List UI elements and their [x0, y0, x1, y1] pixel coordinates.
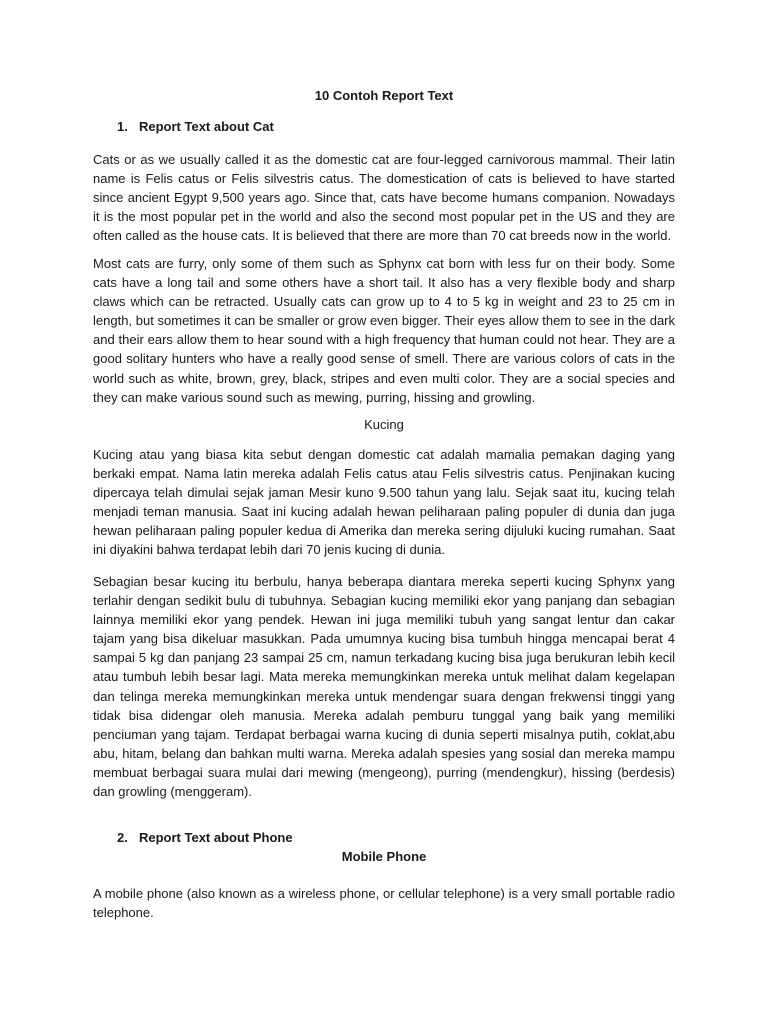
paragraph-cat-id-1: Kucing atau yang biasa kita sebut dengan domestic cat adalah mamalia pemakan daging yang berkaki empat. Nama latin mereka adalah Felis catus atau Felis silvestris catus. Penjinakan kucing dipercaya telah dimulai sejak jaman Mesir kuno 9.500 tahun yang lalu. Sejak saat itu, kucing telah menjadi teman manusia. Saat ini kucing adalah hewan peliharaan paling populer di dunia dan juga hewan peliharaan paling populer kedua di Amerika dan mereka sering dijuluki kucing rumahan. Saat ini diyakini bahwa terdapat lebih dari 70 jenis kucing di dunia. [93, 447, 675, 558]
section-title: Report Text about Cat [139, 119, 274, 134]
section-title: Report Text about Phone [139, 830, 293, 845]
section-number: 1. [117, 119, 128, 134]
section-heading-cat [117, 118, 274, 136]
document-title: 10 Contoh Report Text [314, 88, 454, 103]
paragraph-cat-en-1: Cats or as we usually called it as the domestic cat are four-legged carnivorous mammal. Their latin name is Felis catus or Felis silvestris catus. The domestication of cats is believed to have started since ancient Egypt 9,500 years ago. Since that, cats have become humans companion. Nowadays it is the most popular pet in the world and also the second most popular pet in the US and they are often called as the house cats. It is believed that there are more than 70 cat breeds now in the world. [93, 152, 675, 244]
subheading-mobile-phone: Mobile Phone [341, 849, 427, 864]
paragraph-phone-en-1: A mobile phone (also known as a wireless phone, or cellular telephone) is a very small portable radio telephone. [93, 886, 675, 921]
paragraph-cat-en-2: Most cats are furry, only some of them such as Sphynx cat born with less fur on their body. Some cats have a long tail and some others have a short tail. It also has a very flexible body and sharp claws which can be retracted. Usually cats can grow up to 4 to 5 kg in weight and 23 to 25 cm in length, but sometimes it can be smaller or grow even bigger. Their eyes allow them to see in the dark and their ears allow them to hear sound with a high frequency that human could not hear. They are a good solitary hunters who have a really good sense of smell. There are various colors of cats in the world such as white, brown, grey, black, stripes and even multi color. They are a social species and they can make various sound such as mewing, purring, hissing and growling. [93, 256, 675, 405]
section-number: 2. [117, 830, 128, 845]
section-heading-phone [117, 829, 293, 847]
paragraph-cat-id-2: Sebagian besar kucing itu berbulu, hanya beberapa diantara mereka seperti kucing Sphynx yang terlahir dengan sedikit bulu di tubuhnya. Sebagian kucing memiliki ekor yang panjang dan sebagian lainnya memiliki ekor yang pendek. Hewan ini juga memiliki tubuh yang sangat lentur dan cakar tajam yang bisa dikeluar masukkan. Pada umumnya kucing bisa tumbuh hingga mencapai berat 4 sampai 5 kg dan panjang 23 sampai 25 cm, namun terkadang kucing bisa juga berukuran lebih kecil atau tumbuh lebih besar lagi. Mata mereka memungkinkan mereka untuk melihat dalam kegelapan dan telinga mereka memungkinkan mereka untuk mendengar suara dengan frekwensi tinggi yang tidak bisa didengar oleh manusia. Mereka adalah pemburu tunggal yang baik yang memiliki penciuman yang tajam. Terdapat berbagai warna kucing di dunia seperti misalnya putih, coklat,abu abu, hitam, belang dan bahkan multi warna. Mereka adalah spesies yang sosial dan mereka mampu membuat berbagai suara mulai dari mewing (mengeong), purring (mendengkur), hissing (berdesis) dan growling (menggeram). [93, 574, 675, 800]
translation-heading-kucing: Kucing [364, 417, 404, 432]
